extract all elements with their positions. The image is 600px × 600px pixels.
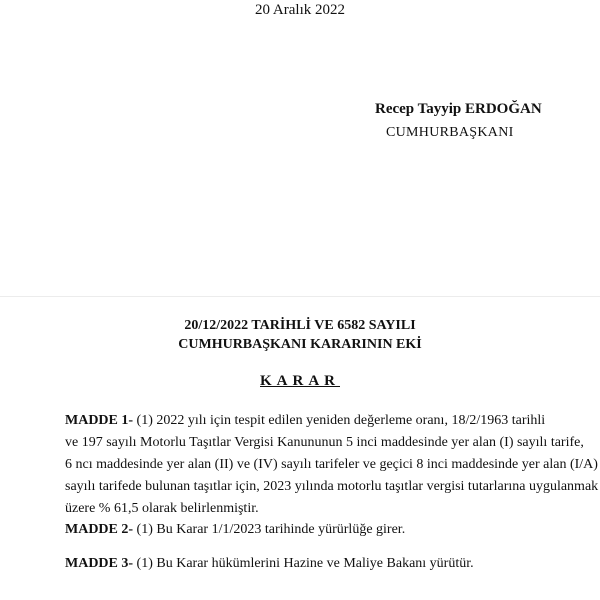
article-2-text: (1) Bu Karar 1/1/2023 tarihinde yürürlüğe girer. [136,522,406,537]
annex-heading-line1: 20/12/2022 TARİHLİ VE 6582 SAYILI [184,318,416,333]
signer-name: Recep Tayyip ERDOĞAN [375,101,542,117]
article-2 [65,522,405,538]
article-1 [65,410,599,520]
article-2-label: MADDE 2- [65,522,134,537]
karar-title: KARAR [260,373,340,389]
signer-title: CUMHURBAŞKANI [386,125,514,140]
article-3-label: MADDE 3- [65,556,134,571]
article-3-text: (1) Bu Karar hükümlerini Hazine ve Maliye Bakanı yürütür. [136,556,474,571]
article-1-line-1 [65,410,546,432]
article-3 [65,556,474,572]
article-1-line-4: sayılı tarifede bulunan taşıtlar için, 2023 yılında motorlu taşıtlar vergisi tutarlarına uygulanmak [65,479,599,494]
annex-heading-line2: CUMHURBAŞKANI KARARININ EKİ [178,337,422,352]
article-1-label: MADDE 1- [65,413,134,428]
article-1-line-1-text: (1) 2022 yılı için tespit edilen yeniden değerleme oranı, 18/2/1963 tarihli [136,413,546,428]
article-1-line-3: 6 ncı maddesinde yer alan (II) ve (IV) sayılı tarifeler ve geçici 8 inci maddesinde yer alan (I/A) [65,457,598,472]
article-1-line-5: üzere % 61,5 olarak belirlenmiştir. [65,501,259,516]
section-divider [0,296,600,297]
article-1-line-2: ve 197 sayılı Motorlu Taşıtlar Vergisi Kanununun 5 inci maddesinde yer alan (I) sayılı tarife, [65,435,584,450]
decree-date: 20 Aralık 2022 [255,2,345,18]
